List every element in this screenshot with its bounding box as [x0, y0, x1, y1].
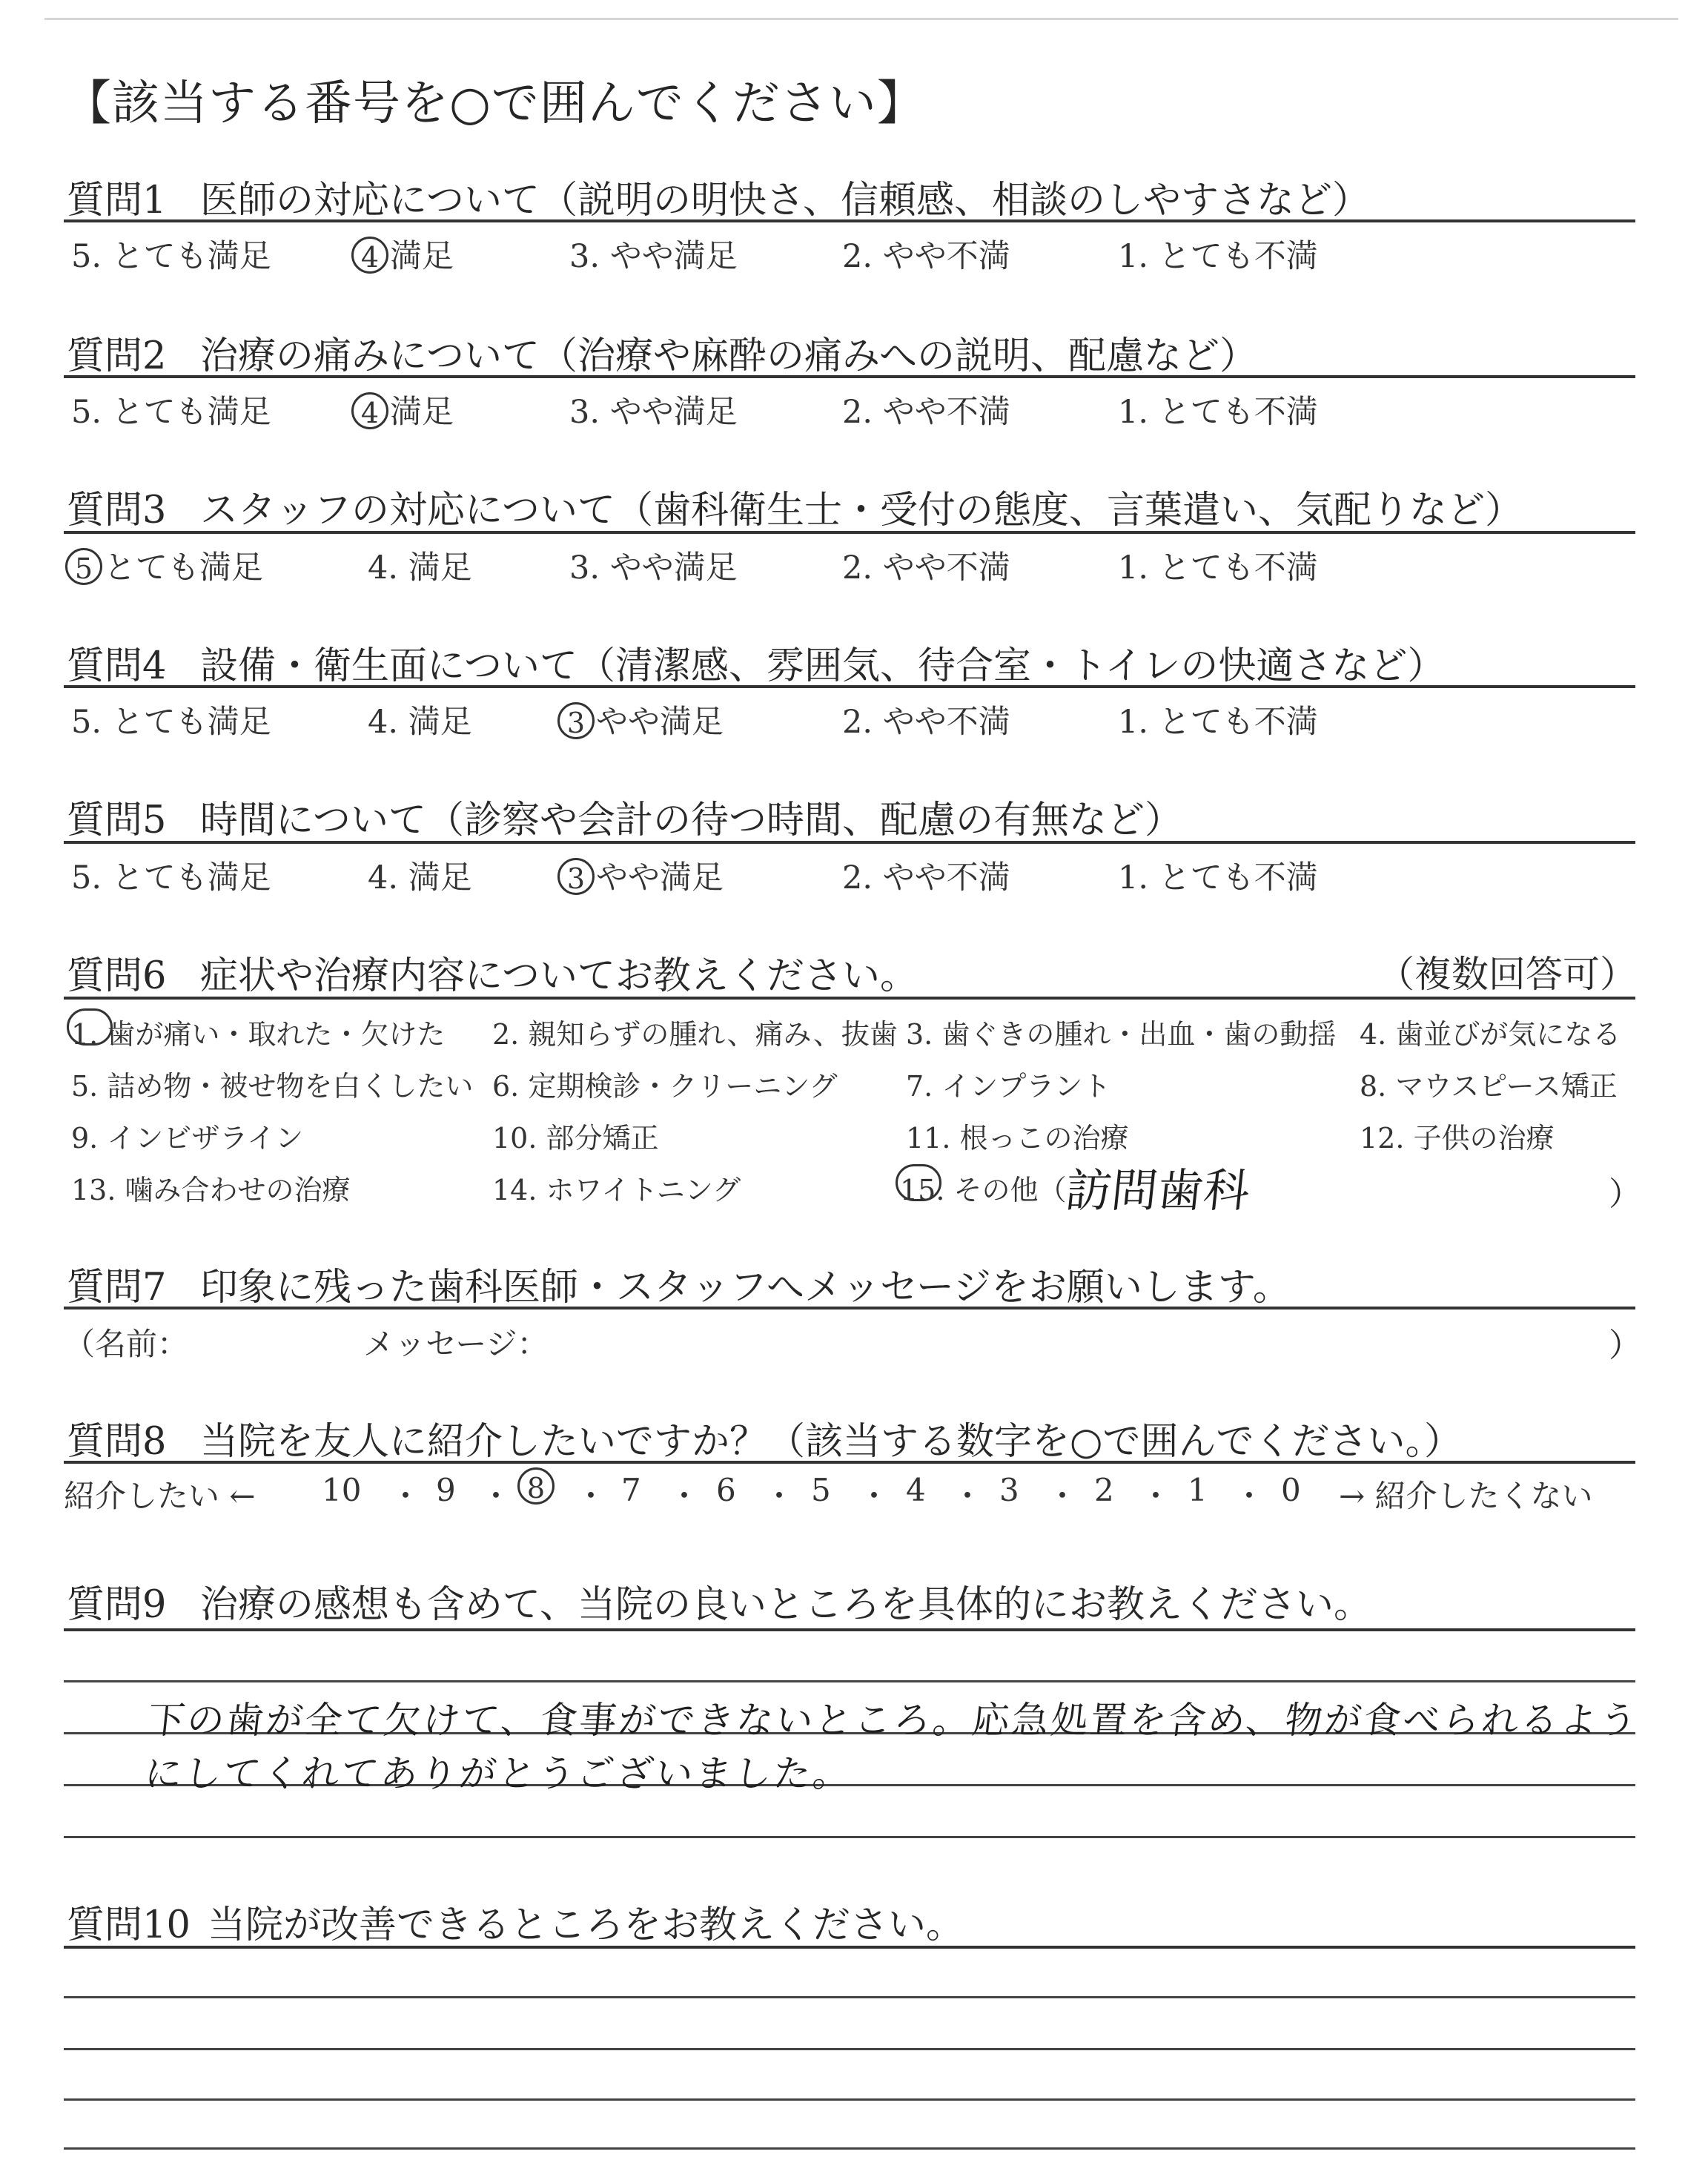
- question-7-text: 印象に残った歯科医師・スタッフへメッセージをお願いします。: [200, 1266, 1291, 1309]
- question-8-text: 当院を友人に紹介したいですか？（該当する数字を○で囲んでください。）: [200, 1420, 1463, 1464]
- question-8-rule: [64, 1461, 1635, 1464]
- question-1-text: 医師の対応について（説明の明快さ、信頼感、相談のしやすさなど）: [200, 179, 1370, 222]
- question-2-options: [71, 387, 1628, 432]
- q5-option-3-circled[interactable]: 3 やや満足: [557, 853, 724, 898]
- q1-option-4-circled[interactable]: 4 満足: [351, 231, 454, 277]
- q8-dot: ・: [858, 1478, 890, 1514]
- question-2-title: [67, 325, 1257, 380]
- q8-dot: ・: [1047, 1478, 1079, 1514]
- answer-line: [64, 2048, 1635, 2050]
- q2-option-3[interactable]: 3. やや満足: [569, 394, 738, 431]
- question-3-number: 質問3: [67, 489, 167, 532]
- question-4-text: 設備・衛生面について（清潔感、雰囲気、待合室・トイレの快適さなど）: [200, 644, 1446, 688]
- question-3-rule: [64, 531, 1635, 534]
- q6-item-9[interactable]: 9. インビザライン: [71, 1122, 304, 1155]
- q2-option-2[interactable]: 2. やや不満: [842, 394, 1010, 431]
- page-heading: 【該当する番号を○で囲んでください】: [64, 76, 925, 131]
- question-5-title: [67, 789, 1182, 844]
- question-3-title: [67, 479, 1523, 534]
- selection-circle: [896, 1164, 941, 1201]
- answer-line: [64, 2098, 1635, 2101]
- q6-item-1-label: 1. 歯が痛い・取れた・欠けた: [71, 1018, 446, 1051]
- answer-line: [64, 2147, 1635, 2150]
- q3-option-4[interactable]: 4. 満足: [368, 549, 472, 587]
- q2-option-1[interactable]: 1. とても不満: [1118, 394, 1318, 431]
- question-4-rule: [64, 685, 1635, 688]
- q6-item-8[interactable]: 8. マウスピース矯正: [1360, 1070, 1618, 1103]
- q1-option-1[interactable]: 1. とても不満: [1118, 238, 1318, 275]
- question-7-title: [67, 1256, 1291, 1311]
- q1-option-3[interactable]: 3. やや満足: [569, 238, 738, 275]
- question-10-rule: [64, 1946, 1635, 1949]
- question-7-number: 質問7: [67, 1266, 167, 1309]
- question-4-title: [67, 635, 1445, 690]
- answer-line: [64, 1996, 1635, 1998]
- question-9-number: 質問9: [67, 1583, 167, 1627]
- q5-option-4[interactable]: 4. 満足: [368, 859, 472, 896]
- q8-score-10[interactable]: 10: [322, 1472, 362, 1508]
- q5-option-2[interactable]: 2. やや不満: [842, 859, 1010, 896]
- q6-item-11[interactable]: 11. 根っこの治療: [906, 1122, 1129, 1155]
- question-1-rule: [64, 219, 1635, 222]
- selection-circle: 8: [517, 1467, 555, 1505]
- q5-option-1[interactable]: 1. とても不満: [1118, 859, 1318, 896]
- q3-option-3[interactable]: 3. やや満足: [569, 549, 738, 587]
- q6-other-handwritten: 訪問歯科: [1062, 1163, 1253, 1218]
- question-9-title: [67, 1573, 1371, 1628]
- selection-circle: 4: [351, 392, 388, 429]
- q7-close-paren: ）: [1609, 1327, 1641, 1364]
- question-10-number: 質問10: [67, 1903, 191, 1947]
- question-3-text: スタッフの対応について（歯科衛生士・受付の態度、言葉遣い、気配りなど）: [200, 489, 1523, 532]
- q2-option-5[interactable]: 5. とても満足: [71, 394, 271, 431]
- question-1-title: [67, 169, 1370, 224]
- question-2-text: 治療の痛みについて（治療や麻酔の痛みへの説明、配慮など）: [200, 334, 1257, 378]
- selection-circle: 3: [557, 858, 595, 895]
- q8-score-2[interactable]: 2: [1094, 1472, 1114, 1508]
- q4-option-3-circled[interactable]: 3 やや満足: [557, 697, 724, 742]
- question-10-text: 当院が改善できるところをお教えください。: [208, 1903, 964, 1947]
- q6-item-1-circled[interactable]: [71, 1011, 445, 1052]
- question-9-text: 治療の感想も含めて、当院の良いところを具体的にお教えください。: [200, 1583, 1371, 1627]
- question-6-rule: [64, 997, 1635, 1000]
- q8-score-9[interactable]: 9: [436, 1472, 456, 1508]
- question-5-rule: [64, 841, 1635, 844]
- q6-item-15-circled[interactable]: [900, 1167, 1067, 1208]
- question-8-title: [67, 1410, 1462, 1465]
- question-9-rule: [64, 1628, 1635, 1631]
- q8-dot: ・: [764, 1478, 795, 1514]
- q1-option-2[interactable]: 2. やや不満: [842, 238, 1010, 275]
- q8-score-3[interactable]: 3: [999, 1472, 1019, 1508]
- question-6-text: 症状や治療内容についてお教えください。: [200, 954, 918, 998]
- q3-option-1[interactable]: 1. とても不満: [1118, 549, 1318, 587]
- q8-dot: ・: [1234, 1478, 1265, 1514]
- q6-item-12[interactable]: 12. 子供の治療: [1360, 1122, 1555, 1155]
- q6-item-14[interactable]: 14. ホワイトニング: [492, 1174, 741, 1206]
- question-5-text: 時間について（診察や会計の待つ時間、配慮の有無など）: [200, 799, 1182, 842]
- selection-circle: 5: [65, 548, 102, 585]
- question-1-options: [71, 231, 1628, 276]
- question-5-number: 質問5: [67, 799, 167, 842]
- question-1-number: 質問1: [67, 179, 167, 222]
- q8-dot: ・: [575, 1478, 607, 1514]
- q8-score-0[interactable]: 0: [1281, 1472, 1301, 1508]
- question-8-number: 質問8: [67, 1420, 167, 1464]
- question-3-options: [71, 543, 1628, 587]
- q8-right-label: → 紹介したくない: [1339, 1478, 1593, 1514]
- q2-option-4-circled[interactable]: 4 満足: [351, 387, 454, 432]
- q8-dot: ・: [669, 1478, 701, 1514]
- q7-message-label: メッセージ：: [363, 1326, 549, 1362]
- q6-item-7[interactable]: 7. インプラント: [906, 1070, 1111, 1103]
- multiple-answers-note: （複数回答可）: [1377, 953, 1637, 996]
- q7-name-label: （名前：: [64, 1326, 189, 1362]
- q8-score-7[interactable]: 7: [621, 1472, 641, 1508]
- q8-dot: ・: [1140, 1478, 1172, 1514]
- q6-item-15-label: 15. その他（: [900, 1174, 1067, 1206]
- question-4-options: [71, 697, 1628, 742]
- q8-score-6[interactable]: 6: [716, 1472, 736, 1508]
- question-2-number: 質問2: [67, 334, 167, 378]
- q8-dot: ・: [480, 1478, 512, 1514]
- question-4-number: 質問4: [67, 644, 167, 688]
- q3-option-2[interactable]: 2. やや不満: [842, 549, 1010, 587]
- q6-item-3[interactable]: 3. 歯ぐきの腫れ・出血・歯の動揺: [906, 1018, 1337, 1051]
- q6-other-close-paren: ）: [1609, 1175, 1641, 1213]
- selection-circle: [67, 1008, 113, 1046]
- q6-item-5[interactable]: 5. 詰め物・被せ物を白くしたい: [71, 1070, 474, 1103]
- q8-dot: ・: [952, 1478, 984, 1514]
- q4-option-4[interactable]: 4. 満足: [368, 704, 472, 741]
- q6-item-4[interactable]: 4. 歯並びが気になる: [1360, 1018, 1621, 1051]
- question-5-options: [71, 853, 1628, 897]
- q6-item-10[interactable]: 10. 部分矯正: [492, 1122, 659, 1155]
- selection-circle: 4: [351, 237, 388, 274]
- q1-option-5[interactable]: 5. とても満足: [71, 238, 271, 275]
- answer-line: [64, 1680, 1635, 1682]
- question-6-title: [67, 945, 918, 1000]
- q6-item-2[interactable]: 2. 親知らずの腫れ、痛み、抜歯: [492, 1018, 898, 1051]
- q4-option-1[interactable]: 1. とても不満: [1118, 704, 1318, 741]
- question-2-rule: [64, 375, 1635, 378]
- q4-option-5[interactable]: 5. とても満足: [71, 704, 271, 741]
- q4-option-2[interactable]: 2. やや不満: [842, 704, 1010, 741]
- answer-line: [64, 1836, 1635, 1838]
- q8-score-1[interactable]: 1: [1188, 1472, 1208, 1508]
- q8-score-5[interactable]: 5: [811, 1472, 831, 1508]
- question-7-rule: [64, 1307, 1635, 1309]
- q3-option-5-circled[interactable]: 5 とても満足: [65, 543, 263, 588]
- top-edge-line: [44, 18, 1678, 20]
- q5-option-5[interactable]: 5. とても満足: [71, 859, 271, 896]
- q8-left-label: 紹介したい ←: [64, 1478, 256, 1514]
- q9-handwritten-line-1: 下の歯が全て欠けて、食事ができないところ。応急処置を含め、物が食べられるよう: [145, 1699, 1641, 1742]
- selection-circle: 3: [557, 702, 595, 739]
- question-6-number: 質問6: [67, 954, 167, 998]
- q6-item-6[interactable]: 6. 定期検診・クリーニング: [492, 1070, 838, 1103]
- q6-item-13[interactable]: 13. 噛み合わせの治療: [71, 1174, 351, 1206]
- q8-dot: ・: [390, 1478, 422, 1514]
- q9-handwritten-line-2: にしてくれてありがとうございました。: [142, 1752, 855, 1795]
- question-10-title: [67, 1894, 964, 1949]
- q8-score-4[interactable]: 4: [906, 1472, 926, 1508]
